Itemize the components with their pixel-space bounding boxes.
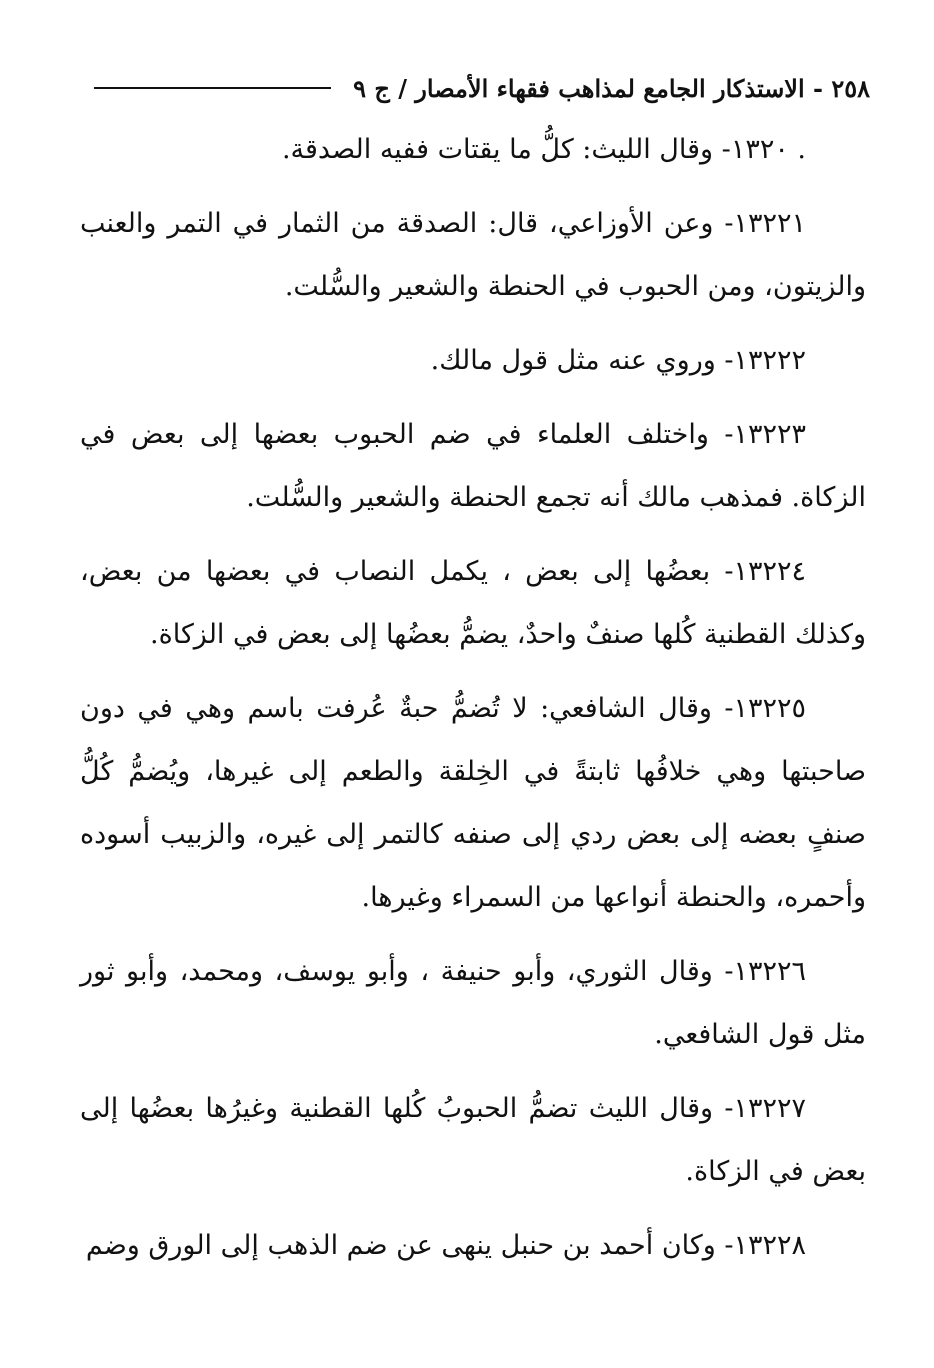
header-rule [94, 87, 331, 89]
paragraph-13223: ١٣٢٢٣- واختلف العلماء في ضم الحبوب بعضها إلى بعض في الزكاة. فمذهب مالك أنه تجمع الحنطة والشعير والسُّلت. [80, 419, 866, 513]
paragraph-13228: ١٣٢٢٨- وكان أحمد بن حنبل ينهى عن ضم الذهب إلى الورق وضم [85, 1230, 806, 1261]
running-title: ٢٥٨ - الاستذكار الجامع لمذاهب فقهاء الأمصار / ج ٩ [353, 73, 870, 103]
paragraph-13227: ١٣٢٢٧- وقال الليث تضمُّ الحبوبُ كُلها القطنية وغيرُها بعضُها إلى بعض في الزكاة. [80, 1093, 866, 1187]
paragraph-13222: ١٣٢٢٢- وروي عنه مثل قول مالك. [430, 345, 806, 376]
paragraph-13220: . ١٣٢٠- وقال الليث: كلُّ ما يقتات ففيه الصدقة. [281, 134, 806, 165]
page-body [80, 118, 866, 1287]
paragraph-13226: ١٣٢٢٦- وقال الثوري، وأبو حنيفة ، وأبو يوسف، ومحمد، وأبو ثور مثل قول الشافعي. [80, 956, 866, 1050]
running-header [70, 66, 870, 110]
paragraph-13221: ١٣٢٢١- وعن الأوزاعي، قال: الصدقة من الثمار في التمر والعنب والزيتون، ومن الحبوب في الحنطة والشعير والسُّلت. [80, 208, 866, 302]
paragraph-13225: ١٣٢٢٥- وقال الشافعي: لا تُضمُّ حبةٌ عُرفت باسم وهي في دون صاحبتها وهي خلافُها ثابتةً في الخِلقة والطعم إلى غيرها، ويُضمُّ كُلُّ صنفٍ بعضه إلى بعض ردي إلى صنفه كالتمر إلى غيره، والزبيب أسوده وأحمره، والحنطة أنواعها من السمراء وغيرها. [80, 693, 866, 913]
paragraph-13224: ١٣٢٢٤- بعضُها إلى بعض ، يكمل النصاب في بعضها من بعض، وكذلك القطنية كُلها صنفٌ واحدٌ، يضمُّ بعضُها إلى بعض في الزكاة. [80, 556, 866, 650]
